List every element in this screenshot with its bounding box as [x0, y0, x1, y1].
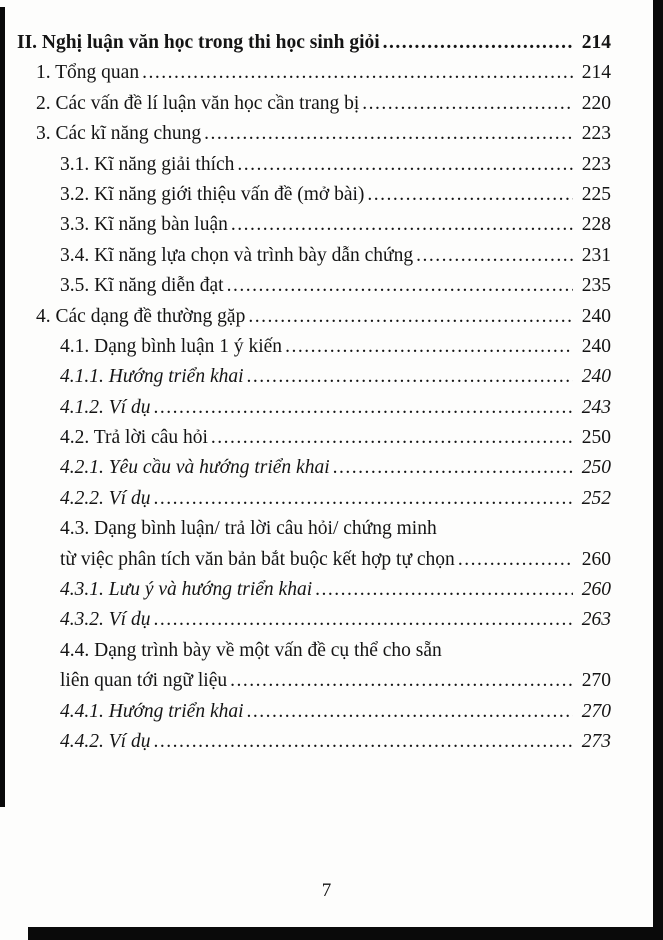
- toc-entry-text: 4.3.2. Ví dụ: [60, 609, 151, 631]
- toc-entry-text: 3.3. Kĩ năng bàn luận: [60, 214, 228, 236]
- toc-entry: [17, 32, 611, 62]
- toc-entry-text: 4.2.1. Yêu cầu và hướng triển khai: [60, 457, 330, 479]
- toc-entry: [17, 579, 611, 609]
- toc-entry-text: 4. Các dạng đề thường gặp: [36, 305, 246, 327]
- toc-entry-text: 4.1.1. Hướng triển khai: [60, 366, 244, 388]
- dot-leader: [204, 123, 573, 145]
- scan-edge-bottom: [28, 927, 655, 940]
- toc-entry: [17, 93, 611, 123]
- toc-entry-page: 231: [581, 244, 611, 266]
- toc-entry-page: 250: [581, 457, 611, 479]
- dot-leader: [367, 184, 573, 206]
- dot-leader: [247, 701, 573, 723]
- toc-entry-text: 3.1. Kĩ năng giải thích: [60, 153, 235, 175]
- scan-edge-right: [653, 0, 663, 940]
- toc-entry-page: 260: [581, 579, 611, 601]
- toc-entry: [17, 245, 611, 275]
- toc-entry: [17, 366, 611, 396]
- scan-edge-left: [0, 7, 5, 807]
- toc-entry-page: 270: [581, 700, 611, 722]
- toc-entry-page: 273: [581, 730, 611, 752]
- toc-entry-text: 4.2. Trả lời câu hỏi: [60, 427, 208, 449]
- toc-entry: [17, 609, 611, 639]
- toc-entry-page: 243: [581, 396, 611, 418]
- toc-entry: [17, 184, 611, 214]
- toc-entry-text: liên quan tới ngữ liệu: [60, 670, 228, 692]
- toc-entry-page: 252: [581, 487, 611, 509]
- toc-entry-text: 4.1. Dạng bình luận 1 ý kiến: [60, 335, 283, 357]
- toc-entry-page: 235: [581, 275, 611, 297]
- dot-leader: [142, 62, 573, 84]
- toc-entry: [17, 306, 611, 336]
- toc-entry: [17, 640, 611, 670]
- toc-entry-page: 240: [581, 305, 611, 327]
- toc-entry-text: 4.2.2. Ví dụ: [60, 487, 151, 509]
- toc-entry-page: 223: [581, 153, 611, 175]
- toc-entry-text: 4.1.2. Ví dụ: [60, 396, 151, 418]
- dot-leader: [227, 275, 573, 297]
- dot-leader: [230, 670, 573, 692]
- dot-leader: [383, 32, 573, 54]
- toc-entry: [17, 62, 611, 92]
- toc-entry: [17, 397, 611, 427]
- dot-leader: [362, 93, 573, 115]
- toc-entry: [17, 154, 611, 184]
- page-number: 7: [321, 880, 332, 901]
- toc-entry-text: 4.4. Dạng trình bày về một vấn đề cụ thể cho sẵn: [60, 639, 442, 661]
- dot-leader: [315, 579, 573, 601]
- table-of-contents: [17, 32, 611, 761]
- toc-entry-text: 3.4. Kĩ năng lựa chọn và trình bày dẫn chứng: [60, 244, 414, 266]
- toc-entry-text: 3.2. Kĩ năng giới thiệu vấn đề (mở bài): [60, 183, 365, 205]
- dot-leader: [231, 214, 573, 236]
- toc-entry: [17, 670, 611, 700]
- dot-leader: [333, 457, 573, 479]
- dot-leader: [248, 306, 573, 328]
- toc-entry-page: 270: [581, 670, 611, 692]
- toc-entry: [17, 488, 611, 518]
- toc-entry: [17, 457, 611, 487]
- toc-entry-page: 250: [581, 427, 611, 449]
- toc-entry-text: 4.3. Dạng bình luận/ trả lời câu hỏi/ chứng minh: [60, 518, 437, 540]
- dot-leader: [153, 609, 573, 631]
- toc-entry: [17, 336, 611, 366]
- dot-leader: [285, 336, 573, 358]
- toc-entry-text: 3.5. Kĩ năng diễn đạt: [60, 275, 224, 297]
- toc-entry-text: 1. Tổng quan: [36, 62, 140, 84]
- toc-entry-text: 2. Các vấn đề lí luận văn học cần trang bị: [36, 92, 360, 114]
- toc-entry-text: II. Nghị luận văn học trong thi học sinh giỏi: [17, 32, 380, 53]
- toc-entry: [17, 214, 611, 244]
- toc-entry: [17, 549, 611, 579]
- toc-entry-page: 240: [581, 366, 611, 388]
- toc-entry-page: 240: [581, 335, 611, 357]
- dot-leader: [247, 366, 573, 388]
- toc-entry-text: 4.4.1. Hướng triển khai: [60, 700, 244, 722]
- toc-entry: [17, 518, 611, 548]
- toc-entry-page: 220: [581, 92, 611, 114]
- toc-entry-page: 214: [581, 32, 611, 53]
- toc-entry: [17, 701, 611, 731]
- toc-entry: [17, 427, 611, 457]
- dot-leader: [211, 427, 573, 449]
- toc-entry-page: 225: [581, 183, 611, 205]
- toc-entry-page: 228: [581, 214, 611, 236]
- dot-leader: [237, 154, 573, 176]
- toc-entry-text: từ việc phân tích văn bản bắt buộc kết hợp tự chọn: [60, 548, 455, 570]
- toc-entry-text: 4.4.2. Ví dụ: [60, 730, 151, 752]
- toc-entry: [17, 731, 611, 761]
- dot-leader: [458, 549, 573, 571]
- dot-leader: [153, 397, 573, 419]
- dot-leader: [153, 488, 573, 510]
- dot-leader: [153, 731, 573, 753]
- toc-entry-text: 4.3.1. Lưu ý và hướng triển khai: [60, 579, 313, 601]
- toc-entry-page: 260: [581, 548, 611, 570]
- toc-entry-page: 214: [581, 62, 611, 84]
- toc-entry-page: 263: [581, 609, 611, 631]
- toc-entry-text: 3. Các kĩ năng chung: [36, 123, 202, 145]
- toc-entry: [17, 123, 611, 153]
- toc-entry-page: 223: [581, 123, 611, 145]
- dot-leader: [416, 245, 573, 267]
- toc-entry: [17, 275, 611, 305]
